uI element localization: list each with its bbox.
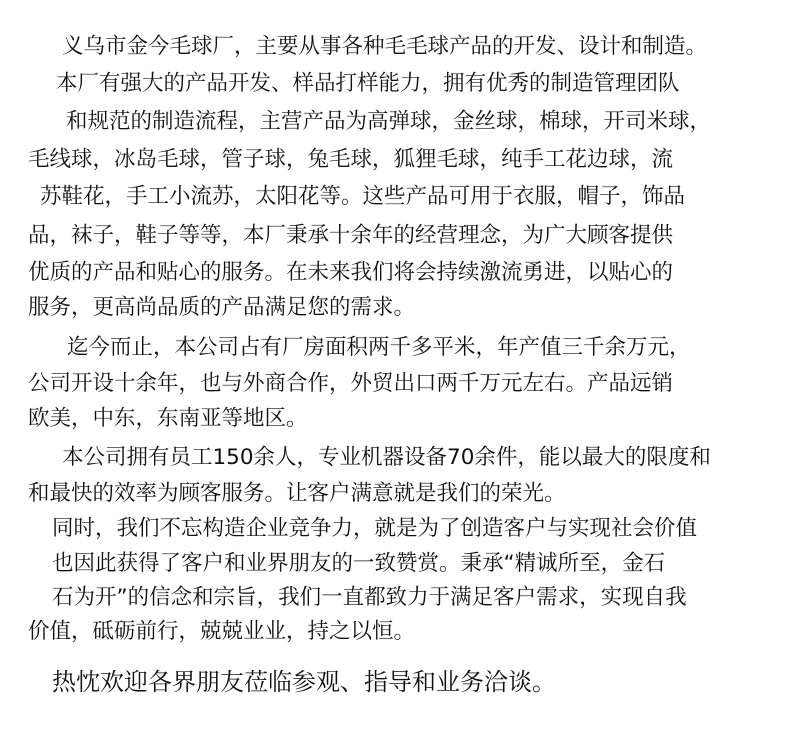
text-line: 本厂有强大的产品开发、样品打样能力，拥有优秀的制造管理团队 (56, 71, 680, 96)
text-line: 公司开设十余年，也与外商合作，外贸出口两千万元左右。产品远销 (28, 371, 674, 396)
text-line: 毛线球，冰岛毛球，管子球，兔毛球，狐狸毛球，纯手工花边球，流 (28, 147, 674, 172)
text-line: 也因此获得了客户和业界朋友的一致赞赏。秉承“精诚所至，金石 (52, 551, 666, 576)
text-line: 和最快的效率为顾客服务。让客户满意就是我们的荣光。 (28, 481, 566, 506)
closing-invitation: 热忱欢迎各界朋友莅临参观、指导和业务洽谈。 (52, 668, 556, 696)
text-line: 义乌市金今毛球厂，主要从事各种毛毛球产品的开发、设计和制造。 (62, 34, 708, 59)
text-line: 迄今而止，本公司占有厂房面积两千多平米，年产值三千余万元， (67, 335, 691, 360)
text-line: 品，袜子，鞋子等等，本厂秉承十余年的经营理念，为广大顾客提供 (28, 223, 674, 248)
text-line: 苏鞋花，手工小流苏，太阳花等。这些产品可用于衣服，帽子，饰品 (40, 184, 686, 209)
text-line: 服务，更高尚品质的产品满足您的需求。 (28, 295, 416, 320)
text-line: 价值，砥砺前行，兢兢业业，持之以恒。 (28, 619, 416, 644)
text-line: 石为开”的信念和宗旨，我们一直都致力于满足客户需求，实现自我 (52, 585, 687, 610)
text-line: 和规范的制造流程，主营产品为高弹球，金丝球，棉球，开司米球， (66, 109, 712, 134)
text-line: 欧美，中东，东南亚等地区。 (28, 406, 308, 431)
text-line: 同时，我们不忘构造企业竞争力，就是为了创造客户与实现社会价值 (52, 516, 698, 541)
text-line: 本公司拥有员工150余人，专业机器设备70余件，能以最大的限度和 (62, 445, 711, 470)
text-line: 优质的产品和贴心的服务。在未来我们将会持续激流勇进，以贴心的 (28, 260, 674, 285)
